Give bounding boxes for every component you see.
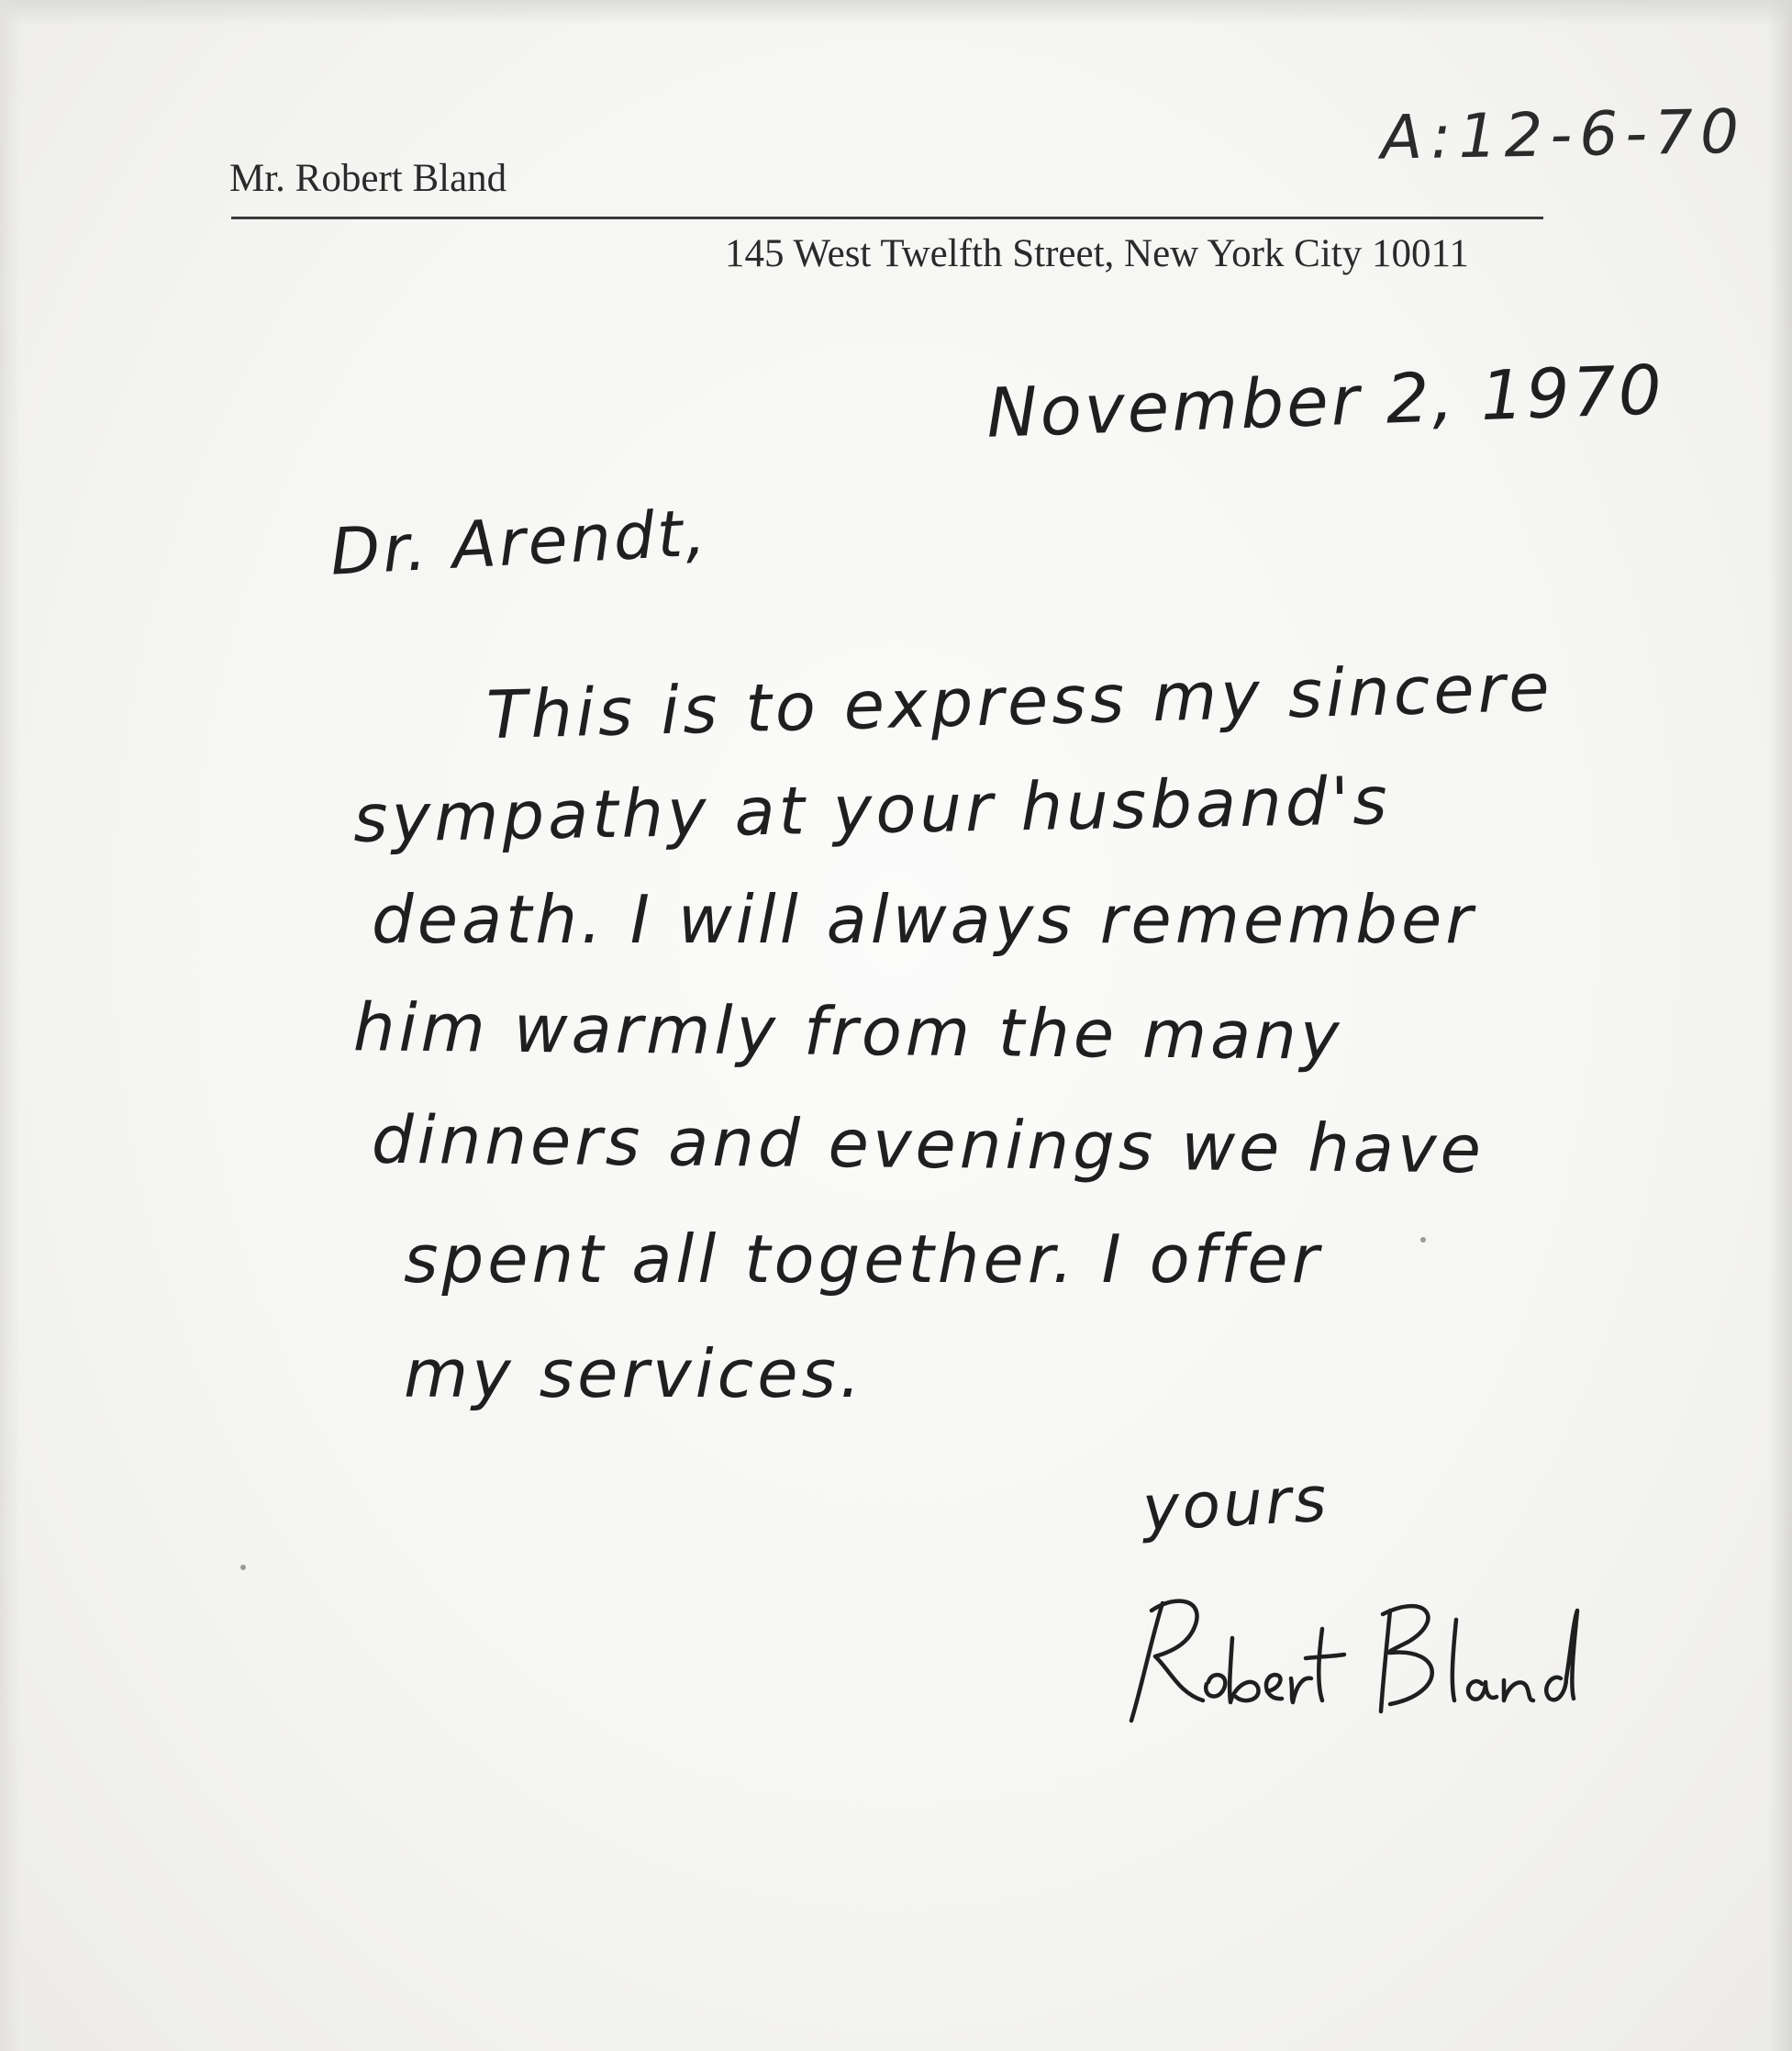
- letter-salutation: Dr. Arendt,: [328, 495, 710, 590]
- paper-speck: [240, 1565, 246, 1570]
- body-line: death. I will always remember: [372, 881, 1476, 958]
- letterhead-rule: [231, 217, 1543, 219]
- body-line: dinners and evenings we have: [371, 1100, 1486, 1188]
- letter-closing: yours: [1141, 1463, 1331, 1546]
- scan-edge-top: [0, 0, 1792, 26]
- body-line: spent all together. I offer: [404, 1221, 1323, 1298]
- body-line: him warmly from the many: [352, 988, 1343, 1075]
- archive-annotation: A:12-6-70: [1380, 95, 1747, 173]
- letterhead-name: Mr. Robert Bland: [229, 157, 507, 200]
- scan-edge-right: [1768, 0, 1792, 2051]
- letter-date: November 2, 1970: [985, 351, 1666, 453]
- body-line: This is to express my sincere: [485, 648, 1554, 754]
- body-line: sympathy at your husband's: [352, 762, 1392, 857]
- letterhead-address: 145 West Twelfth Street, New York City 10011: [725, 232, 1469, 275]
- paper-speck: [1420, 1237, 1426, 1243]
- body-line: my services.: [404, 1335, 864, 1412]
- scan-edge-left: [0, 0, 20, 2051]
- signature-robert-bland: [1115, 1583, 1592, 1730]
